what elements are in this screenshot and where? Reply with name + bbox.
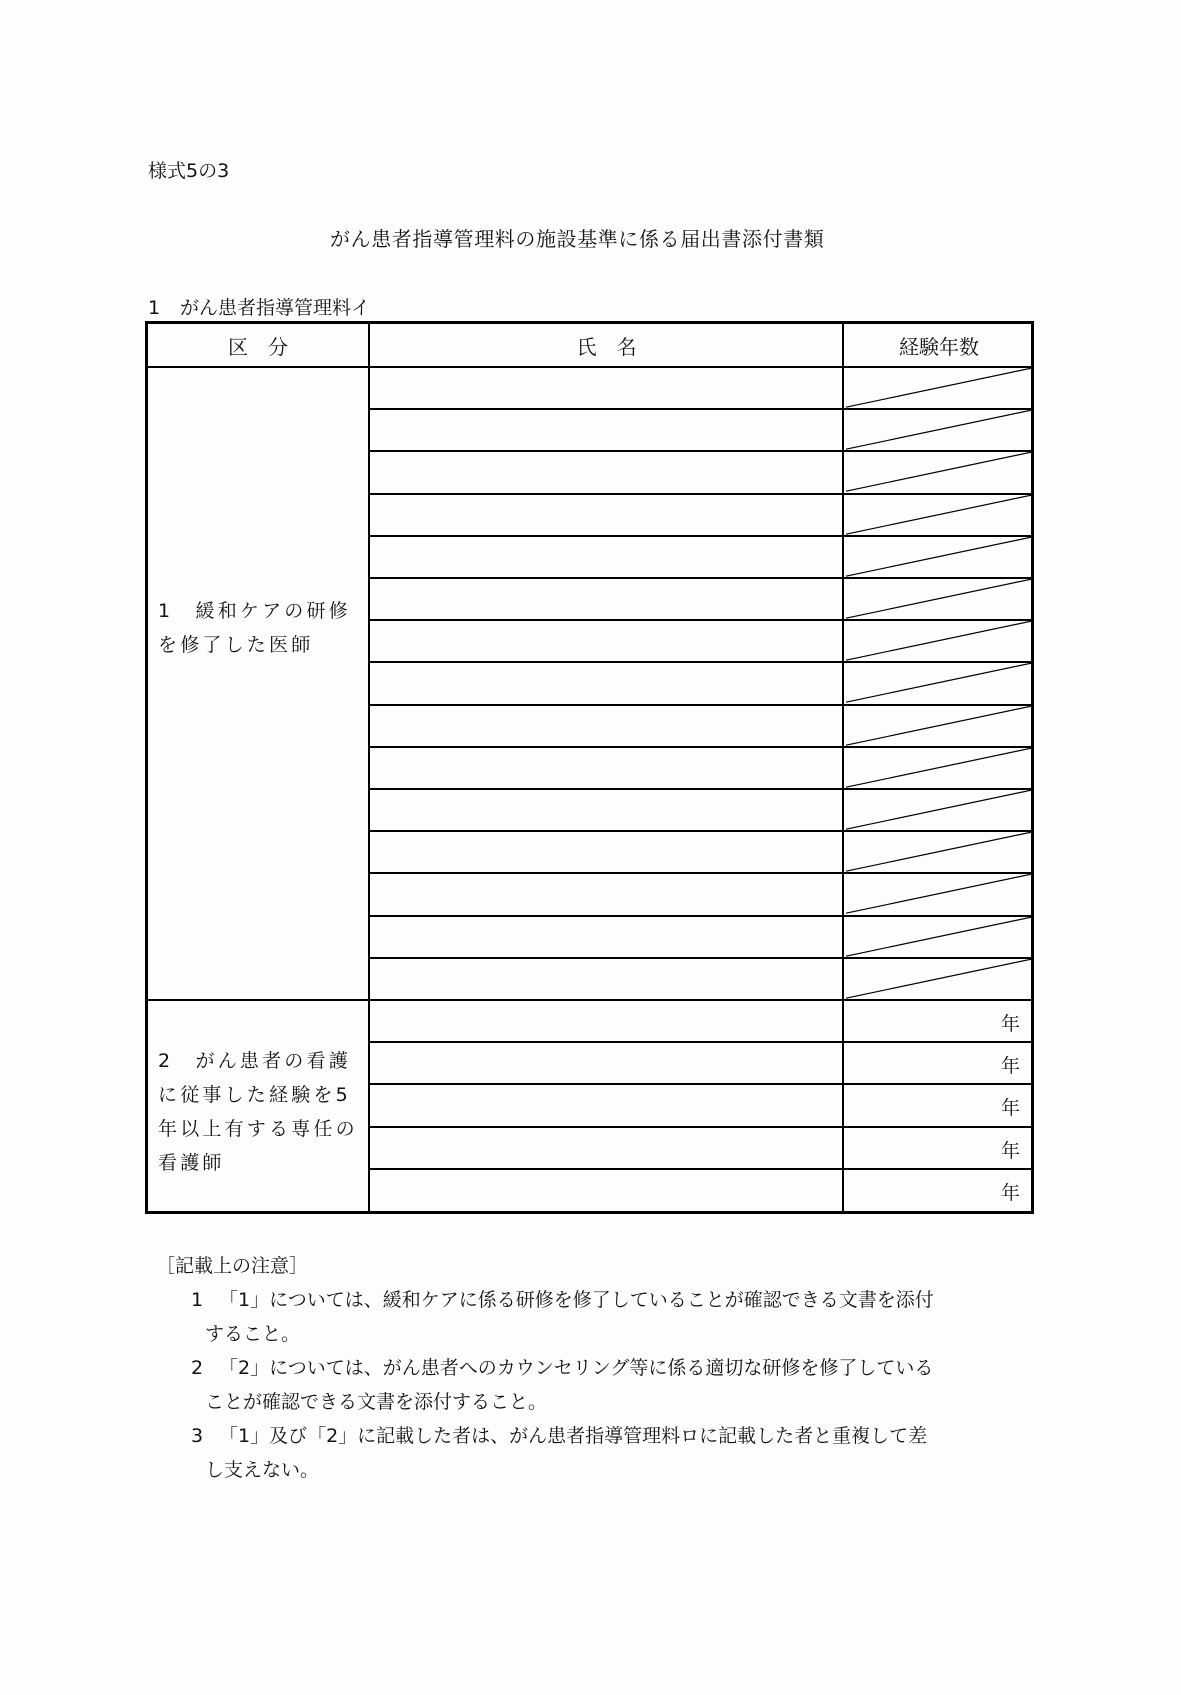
diagonal-slash-icon <box>844 494 1032 536</box>
note-continuation: し支えない。 <box>205 1459 320 1481</box>
years-cell[interactable] <box>844 789 1032 829</box>
name-cell[interactable] <box>370 1127 842 1167</box>
section-heading <box>148 293 370 320</box>
name-cell[interactable] <box>370 536 842 576</box>
years-cell[interactable] <box>844 578 1032 618</box>
note-text: 「2」については、がん患者へのカウンセリング等に係る適切な研修を修了している <box>219 1357 934 1379</box>
year-unit-label: 年 <box>1000 1097 1020 1120</box>
year-unit-label: 年 <box>1000 1013 1020 1035</box>
years-cell[interactable] <box>844 620 1032 660</box>
diagonal-slash-icon <box>844 873 1032 915</box>
note-number: 2 <box>191 1357 204 1379</box>
diagonal-slash-icon <box>844 662 1032 704</box>
years-cell[interactable] <box>844 1084 1032 1124</box>
name-cell[interactable] <box>370 831 842 871</box>
years-cell[interactable] <box>844 705 1032 745</box>
year-unit-label: 年 <box>1000 1055 1020 1078</box>
header-years: 経験年数 <box>899 335 979 359</box>
diagonal-slash-icon <box>844 578 1032 620</box>
diagonal-slash-icon <box>844 451 1032 493</box>
note-continuation: すること。 <box>205 1323 301 1345</box>
years-cell[interactable] <box>844 367 1032 407</box>
name-cell[interactable] <box>370 494 842 534</box>
name-cell[interactable] <box>370 367 842 407</box>
years-cell[interactable] <box>844 451 1032 491</box>
diagonal-slash-icon <box>844 958 1032 1000</box>
years-cell[interactable] <box>844 662 1032 702</box>
note-text: 「1」及び「2」に記載した者は、がん患者指導管理料ロに記載した者と重複して差 <box>219 1425 928 1447</box>
form-id: 様式5の3 <box>148 160 230 182</box>
name-cell[interactable] <box>370 789 842 829</box>
name-cell[interactable] <box>370 1000 842 1040</box>
note-text: 「1」については、緩和ケアに係る研修を修了していることが確認できる文書を添付 <box>219 1289 934 1311</box>
note-item <box>191 1285 934 1312</box>
years-cell[interactable] <box>844 916 1032 956</box>
note-continuation: ことが確認できる文書を添付すること。 <box>205 1391 548 1413</box>
facility-standard-table <box>145 321 1034 1214</box>
years-cell[interactable] <box>844 958 1032 998</box>
diagonal-slash-icon <box>844 831 1032 873</box>
diagonal-slash-icon <box>844 789 1032 831</box>
diagonal-slash-icon <box>844 705 1032 747</box>
name-cell[interactable] <box>370 705 842 745</box>
category-nurses: 2 がん患者の看護に従事した経験を5年以上有する専任の看護師 <box>158 1050 358 1174</box>
name-cell[interactable] <box>370 620 842 660</box>
note-number: 1 <box>191 1289 204 1311</box>
years-cell[interactable] <box>844 1000 1032 1040</box>
year-unit-label: 年 <box>1000 1181 1020 1204</box>
name-cell[interactable] <box>370 409 842 449</box>
diagonal-slash-icon <box>844 409 1032 451</box>
note-item <box>191 1421 927 1448</box>
years-cell[interactable] <box>844 873 1032 913</box>
name-cell[interactable] <box>370 916 842 956</box>
diagonal-slash-icon <box>844 620 1032 662</box>
note-number: 3 <box>191 1425 204 1447</box>
diagonal-slash-icon <box>844 536 1032 578</box>
years-cell[interactable] <box>844 409 1032 449</box>
name-cell[interactable] <box>370 1084 842 1124</box>
header-category: 区 分 <box>228 335 288 359</box>
years-cell[interactable] <box>844 536 1032 576</box>
name-cell[interactable] <box>370 958 842 998</box>
diagonal-slash-icon <box>844 916 1032 958</box>
years-cell[interactable] <box>844 831 1032 871</box>
years-cell[interactable] <box>844 494 1032 534</box>
name-cell[interactable] <box>370 451 842 491</box>
years-cell[interactable] <box>844 747 1032 787</box>
header-name: 氏 名 <box>576 335 637 359</box>
diagonal-slash-icon <box>844 747 1032 789</box>
category-physicians: 1 緩和ケアの研修を修了した医師 <box>158 600 351 656</box>
name-cell[interactable] <box>370 873 842 913</box>
years-cell[interactable] <box>844 1042 1032 1082</box>
note-item <box>191 1353 933 1380</box>
diagonal-slash-icon <box>844 367 1032 409</box>
years-cell[interactable] <box>844 1169 1032 1209</box>
name-cell[interactable] <box>370 1169 842 1209</box>
name-cell[interactable] <box>370 662 842 702</box>
notes-heading: ［記載上の注意］ <box>156 1255 309 1277</box>
section-number: 1 <box>148 297 161 319</box>
section-label: がん患者指導管理料イ <box>180 297 371 319</box>
name-cell[interactable] <box>370 747 842 787</box>
name-cell[interactable] <box>370 1042 842 1082</box>
name-cell[interactable] <box>370 578 842 618</box>
document-title: がん患者指導管理料の施設基準に係る届出書添付書類 <box>330 227 825 251</box>
years-cell[interactable] <box>844 1127 1032 1167</box>
year-unit-label: 年 <box>1000 1139 1020 1162</box>
